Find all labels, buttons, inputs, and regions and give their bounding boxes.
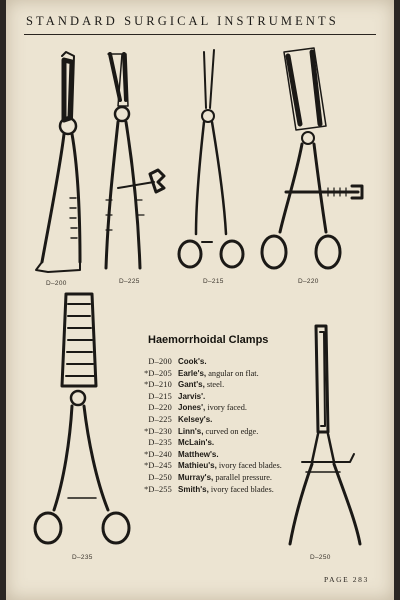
caption-d-225: D–225 bbox=[119, 278, 140, 285]
clamp-with-ratchet-icon bbox=[26, 48, 90, 276]
list-item: *D–240 Matthew's. bbox=[144, 449, 219, 459]
list-item: D–215 Jarvis'. bbox=[148, 391, 206, 401]
list-item: *D–245 Mathieu's, ivory faced blades. bbox=[144, 461, 282, 471]
list-item: *D–205 Earle's, angular on flat. bbox=[144, 368, 259, 378]
clamp-list bbox=[128, 356, 288, 495]
list-item: D–250 Murray's, parallel pressure. bbox=[148, 472, 272, 482]
list-item: *D–230 Linn's, curved on edge. bbox=[144, 426, 259, 436]
clamp-screw-lock-icon bbox=[258, 46, 368, 276]
list-item: D–225 Kelsey's. bbox=[148, 414, 213, 424]
list-item: *D–255 Smith's, ivory faced blades. bbox=[144, 484, 274, 494]
clamp-fenestrated-icon bbox=[30, 290, 142, 552]
caption-d-200: D–200 bbox=[46, 280, 67, 287]
catalog-page bbox=[6, 0, 394, 600]
section-title: Haemorrhoidal Clamps bbox=[148, 334, 269, 346]
caption-d-215: D–215 bbox=[203, 278, 224, 285]
caption-d-235: D–235 bbox=[72, 554, 93, 561]
page-header: STANDARD SURGICAL INSTRUMENTS bbox=[26, 14, 339, 28]
caption-d-220: D–220 bbox=[298, 278, 319, 285]
caption-d-250: D–250 bbox=[310, 554, 331, 561]
header-rule bbox=[24, 34, 376, 35]
page-footer: PAGE 283 bbox=[324, 575, 369, 584]
clamp-with-wing-nut-icon bbox=[98, 50, 172, 275]
clamp-slender-icon bbox=[176, 48, 248, 274]
clamp-curved-handles-icon bbox=[282, 322, 372, 550]
list-item: D–220 Jones', ivory faced. bbox=[148, 403, 247, 413]
list-item: *D–210 Gant's, steel. bbox=[144, 380, 225, 390]
list-item: D–235 McLain's. bbox=[148, 438, 215, 448]
list-item: D–200 Cook's. bbox=[148, 357, 207, 366]
